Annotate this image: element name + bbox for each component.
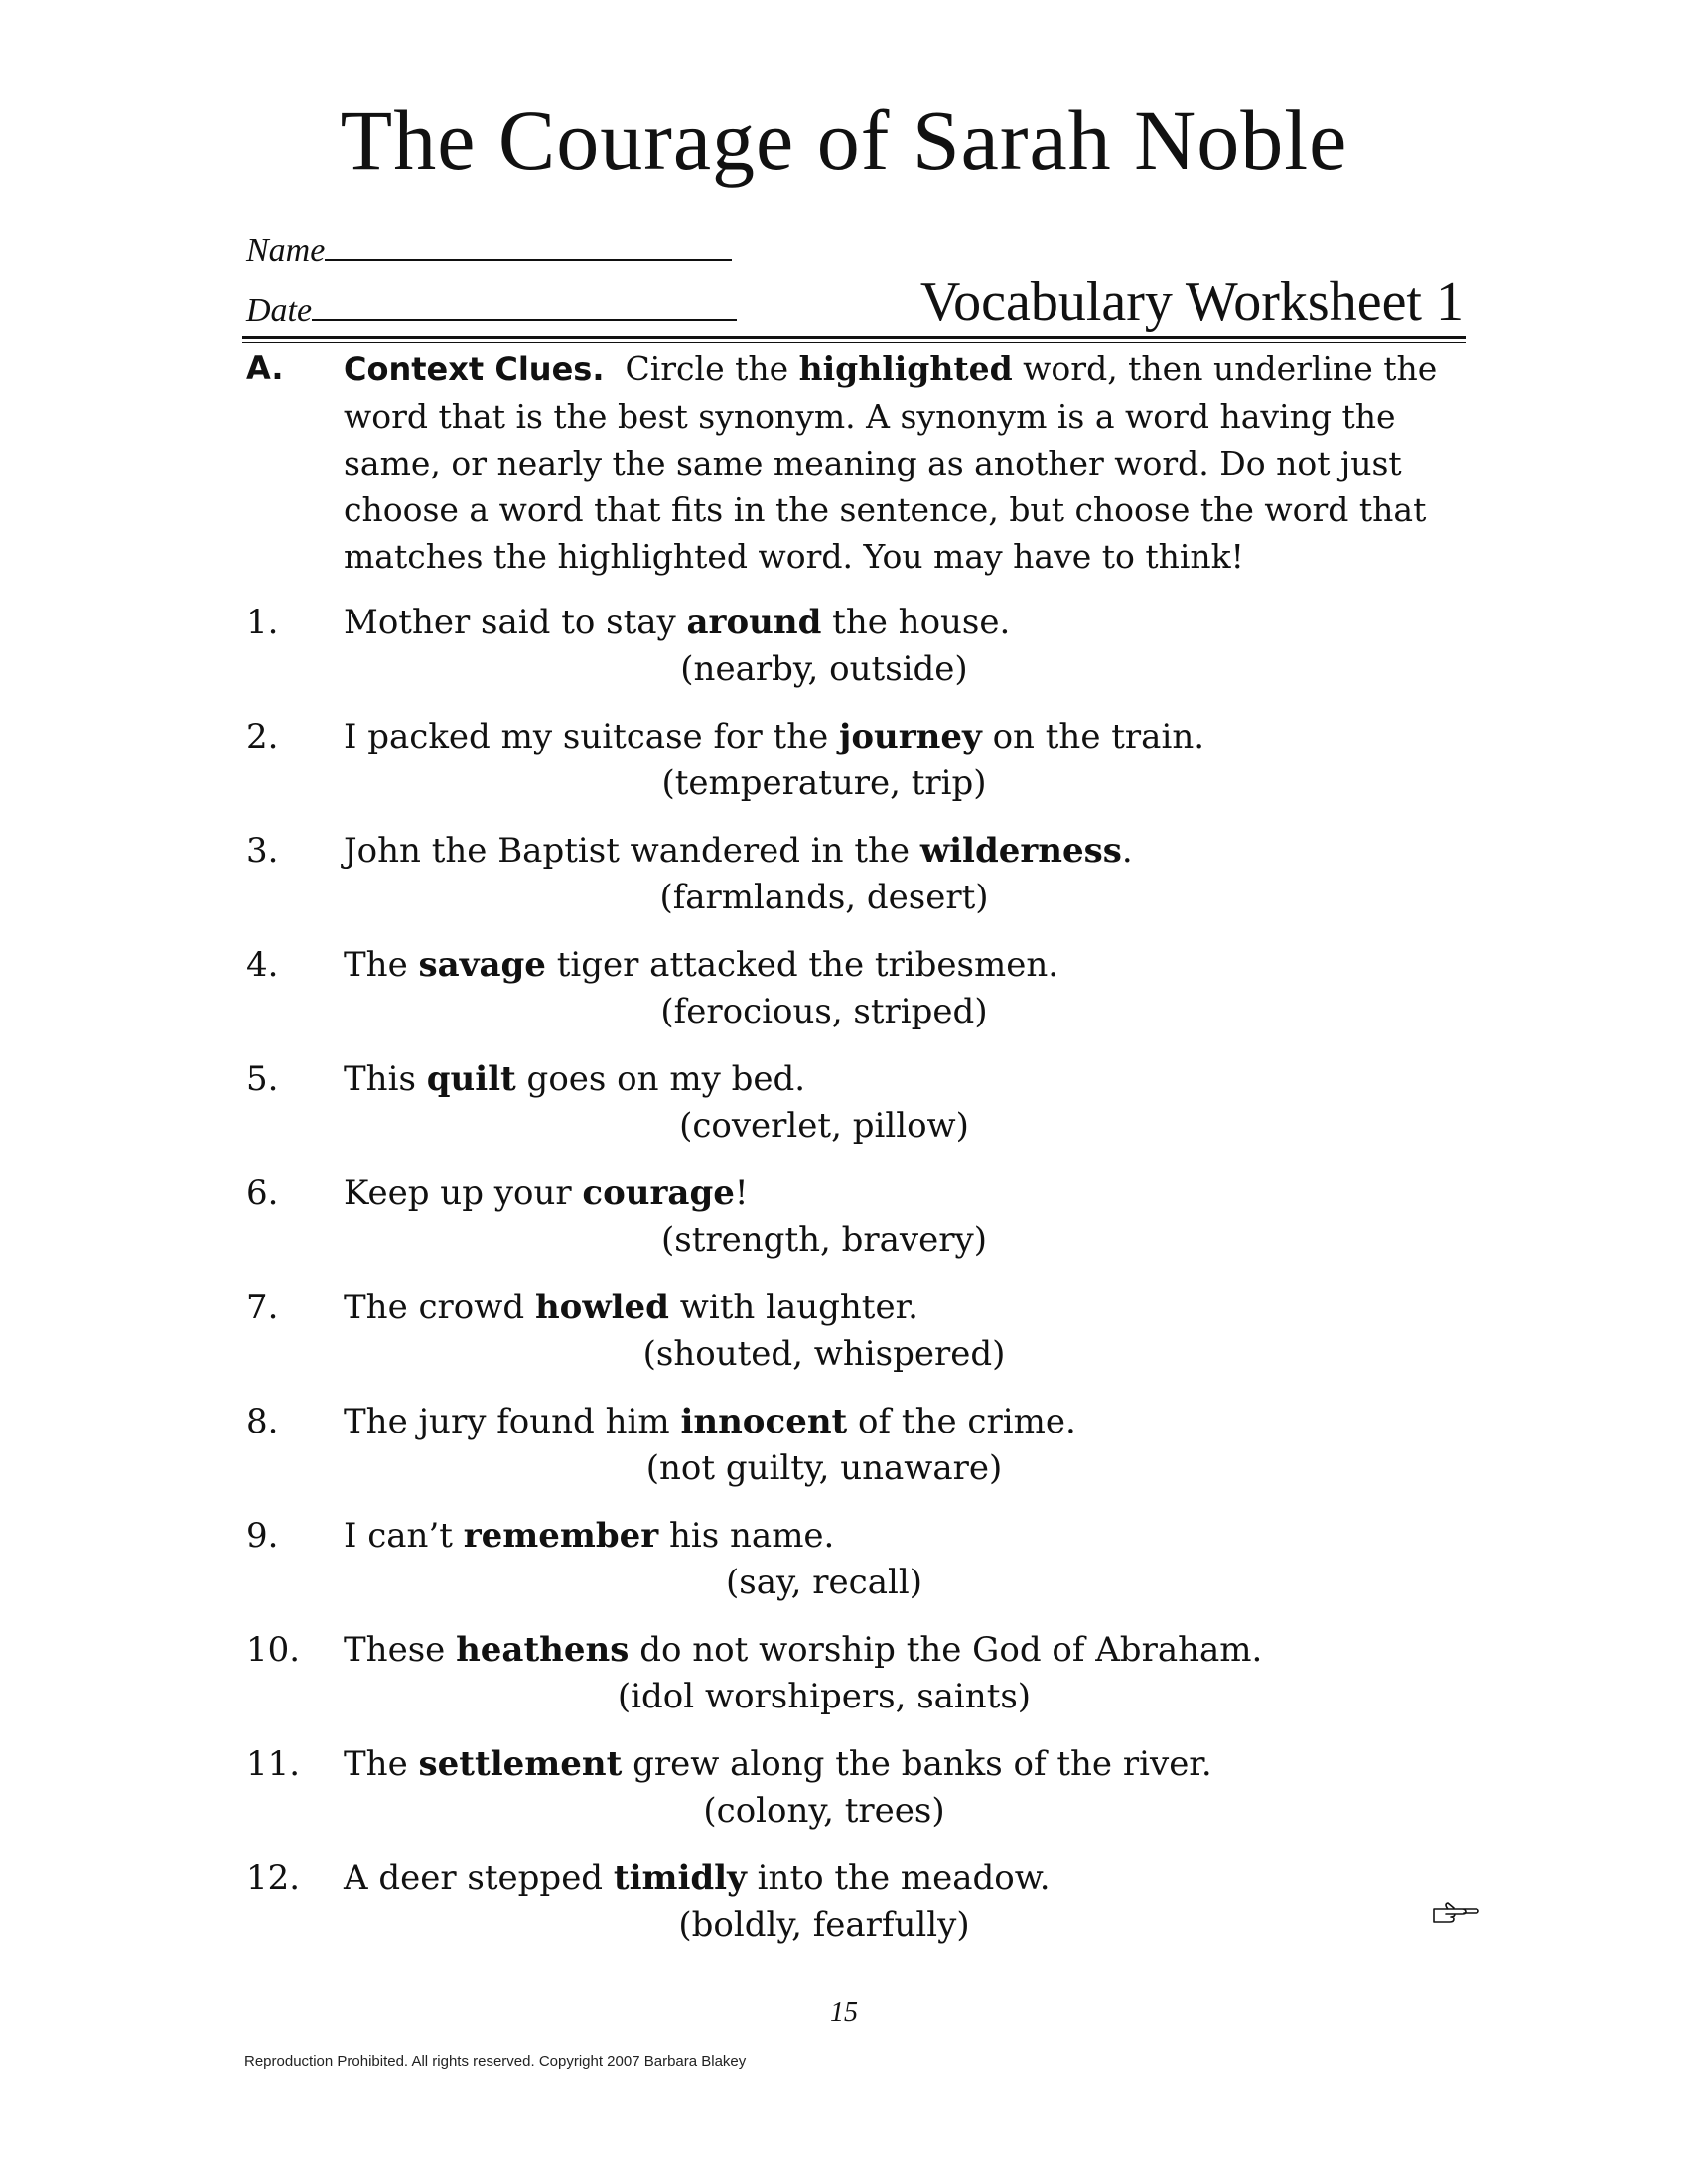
answer-choices[interactable]: (ferocious, striped) [660, 992, 988, 1031]
instructions-part-1: Circle the [625, 349, 799, 388]
section-heading: Context Clues. [344, 350, 605, 388]
instructions-text [344, 345, 1466, 580]
answer-choices[interactable]: (coverlet, pillow) [679, 1106, 969, 1146]
question-number: 10. [246, 1630, 301, 1670]
header-divider-thin [242, 342, 1466, 343]
question-sentence: John the Baptist wandered in the wilderness. [344, 831, 1133, 871]
highlighted-word[interactable]: quilt [426, 1059, 516, 1099]
question-number: 11. [246, 1744, 301, 1784]
section-letter: A. [246, 349, 284, 387]
question-item [238, 1399, 1489, 1513]
highlighted-word[interactable]: howled [534, 1288, 669, 1327]
highlighted-word[interactable]: innocent [680, 1402, 848, 1441]
question-sentence: This quilt goes on my bed. [344, 1059, 806, 1099]
highlighted-word[interactable]: heathens [456, 1630, 630, 1670]
instructions-highlight: highlighted [798, 349, 1013, 388]
date-blank-line[interactable] [312, 318, 737, 321]
highlighted-word[interactable]: remember [463, 1516, 659, 1556]
question-item [238, 1170, 1489, 1285]
highlighted-word[interactable]: savage [418, 945, 546, 985]
question-list [238, 600, 1489, 1970]
highlighted-word[interactable]: settlement [418, 1744, 623, 1784]
header-divider-thick [242, 336, 1466, 339]
highlighted-word[interactable]: courage [582, 1173, 735, 1213]
question-item [238, 1855, 1489, 1970]
question-item [238, 1741, 1489, 1855]
question-number: 7. [246, 1288, 279, 1327]
highlighted-word[interactable]: around [686, 603, 822, 642]
question-sentence: Mother said to stay around the house. [344, 603, 1011, 642]
highlighted-word[interactable]: timidly [613, 1858, 747, 1898]
answer-choices[interactable]: (shouted, whispered) [642, 1334, 1006, 1374]
question-number: 2. [246, 717, 279, 756]
name-blank-line[interactable] [325, 258, 732, 261]
worksheet-subtitle: Vocabulary Worksheet 1 [919, 271, 1464, 333]
question-sentence: The crowd howled with laughter. [344, 1288, 918, 1327]
pointing-hand-icon [1432, 1900, 1479, 1926]
answer-choices[interactable]: (temperature, trip) [661, 763, 987, 803]
answer-choices[interactable]: (colony, trees) [703, 1791, 945, 1831]
copyright-footer: Reproduction Prohibited. All rights reserved. Copyright 2007 Barbara Blakey [244, 2053, 747, 2070]
question-item [238, 942, 1489, 1056]
answer-choices[interactable]: (nearby, outside) [680, 649, 968, 689]
name-field[interactable] [246, 234, 732, 268]
answer-choices[interactable]: (not guilty, unaware) [645, 1448, 1003, 1488]
question-item [238, 1056, 1489, 1170]
highlighted-word[interactable]: wilderness [919, 831, 1122, 871]
question-sentence: I packed my suitcase for the journey on the train. [344, 717, 1205, 756]
question-item [238, 1513, 1489, 1627]
answer-choices[interactable]: (idol worshipers, saints) [617, 1677, 1032, 1716]
question-sentence: Keep up your courage! [344, 1173, 749, 1213]
page-number: 15 [830, 1997, 858, 2028]
question-item [238, 1285, 1489, 1399]
answer-choices[interactable]: (say, recall) [726, 1563, 922, 1602]
question-item [238, 1627, 1489, 1741]
question-number: 4. [246, 945, 279, 985]
question-number: 12. [246, 1858, 301, 1898]
question-sentence: I can’t remember his name. [344, 1516, 835, 1556]
question-sentence: These heathens do not worship the God of Abraham. [344, 1630, 1263, 1670]
question-sentence: A deer stepped timidly into the meadow. [344, 1858, 1051, 1898]
question-sentence: The savage tiger attacked the tribesmen. [344, 945, 1059, 985]
question-number: 1. [246, 603, 279, 642]
answer-choices[interactable]: (boldly, fearfully) [678, 1905, 970, 1945]
question-sentence: The settlement grew along the banks of the river. [344, 1744, 1212, 1784]
question-number: 3. [246, 831, 279, 871]
question-number: 9. [246, 1516, 279, 1556]
worksheet-title: The Courage of Sarah Noble [340, 92, 1348, 188]
date-label: Date [246, 292, 313, 329]
question-sentence: The jury found him innocent of the crime. [344, 1402, 1076, 1441]
question-item [238, 600, 1489, 714]
question-number: 5. [246, 1059, 279, 1099]
date-field[interactable] [246, 294, 737, 328]
name-label: Name [246, 232, 326, 269]
question-number: 8. [246, 1402, 279, 1441]
highlighted-word[interactable]: journey [839, 717, 982, 756]
question-item [238, 714, 1489, 828]
answer-choices[interactable]: (farmlands, desert) [659, 878, 989, 917]
question-number: 6. [246, 1173, 279, 1213]
instructions-part-2: word, then underline the word that is the best synonym. A synonym is a word having the same, or nearly the same meaning as another word. Do not just choose a word that fits in the sentence, but choose the word that matches the highlighted word. You may have to think! [344, 349, 1438, 576]
answer-choices[interactable]: (strength, bravery) [661, 1220, 987, 1260]
question-item [238, 828, 1489, 942]
